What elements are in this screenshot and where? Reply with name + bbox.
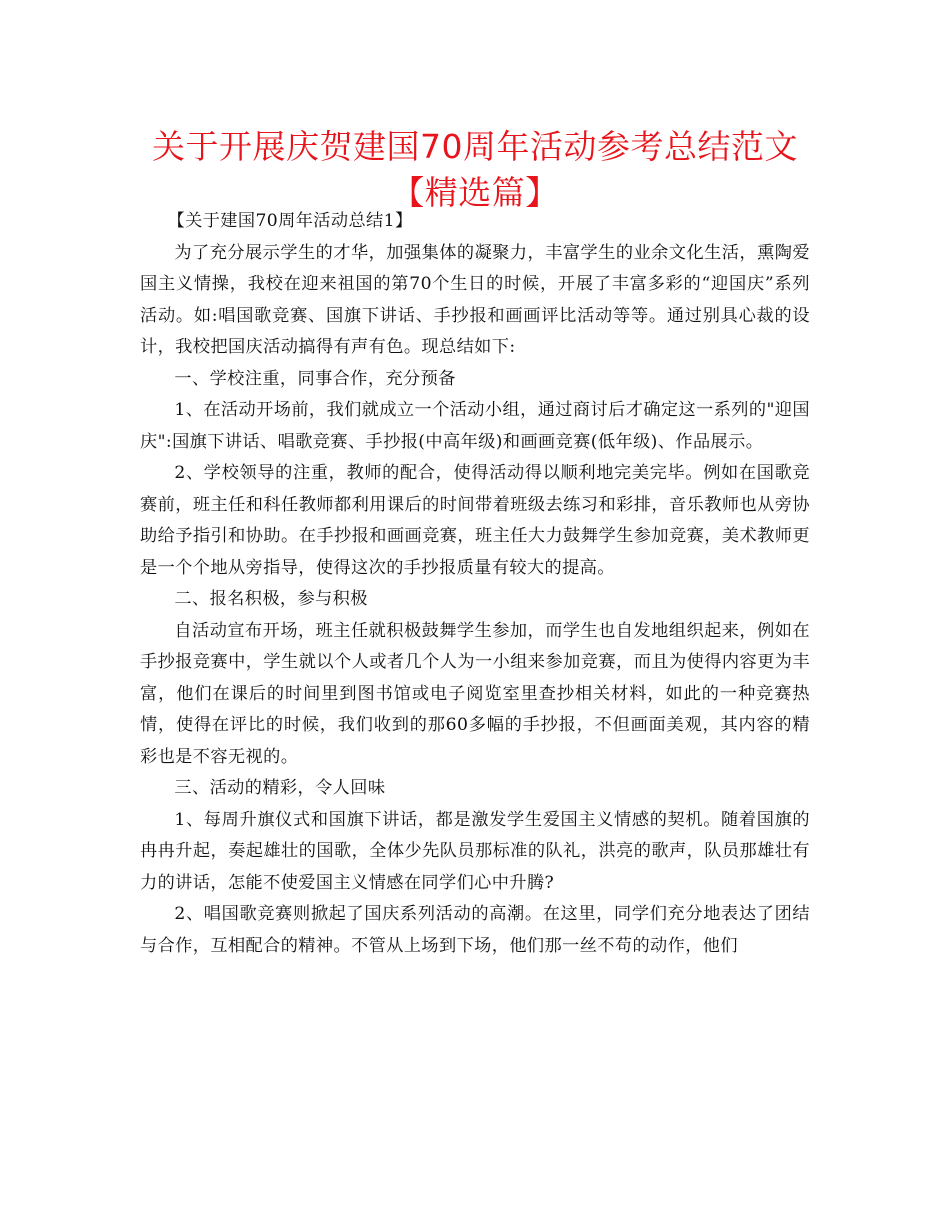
paragraph-3-1: 1、每周升旗仪式和国旗下讲话，都是激发学生爱国主义情感的契机。随着国旗的冉冉升起，奏起雄壮的国歌，全体少先队员那标准的队礼，洪亮的歌声，队员那雄壮有力的讲话，怎能不使爱国主义情感在同学们心中升腾? [140,809,810,893]
paragraph-1-1: 1、在活动开场前，我们就成立一个活动小组，通过商讨后才确定这一系列的"迎国庆":国旗下讲话、唱歌竞赛、手抄报(中高年级)和画画竞赛(低年级)、作品展示。 [140,400,810,452]
document-title-line1: 关于开展庆贺建国70周年活动参考总结范文 [152,127,798,166]
document-body [140,206,810,962]
heading-three: 三、活动的精彩，令人回味 [174,778,386,798]
paragraph-1-2: 2、学校领导的注重，教师的配合，使得活动得以顺利地完美完毕。例如在国歌竞赛前，班主任和科任教师都利用课后的时间带着班级去练习和彩排，音乐教师也从旁协助给予指引和协助。在手抄报和画画竞赛，班主任大力鼓舞学生参加竞赛，美术教师更是一个个地从旁指导，使得这次的手抄报质量有较大的提高。 [140,463,810,578]
paragraph-2: 自活动宣布开场，班主任就积极鼓舞学生参加，而学生也自发地组织起来，例如在手抄报竞赛中，学生就以个人或者几个人为一小组来参加竞赛，而且为使得内容更为丰富，他们在课后的时间里到图书馆或电子阅览室里查抄相关材料，如此的一种竞赛热情，使得在评比的时候，我们收到的那60多幅的手抄报，不但画面美观，其内容的精彩也是不容无视的。 [140,620,810,767]
document-title-line2: 【精选篇】 [391,173,559,212]
heading-two: 二、报名积极，参与积极 [174,589,368,609]
paragraph-intro: 为了充分展示学生的才华，加强集体的凝聚力，丰富学生的业余文化生活，熏陶爱国主义情操，我校在迎来祖国的第70个生日的时候，开展了丰富多彩的“迎国庆”系列活动。如:唱国歌竞赛、国旗下讲话、手抄报和画画评比活动等等。通过别具心裁的设计，我校把国庆活动搞得有声有色。现总结如下: [140,242,810,357]
paragraph-3-2: 2、唱国歌竞赛则掀起了国庆系列活动的高潮。在这里，同学们充分地表达了团结与合作，互相配合的精神。不管从上场到下场，他们那一丝不苟的动作，他们 [140,904,810,956]
section-label: 【关于建国70周年活动总结1】 [167,211,413,231]
heading-one: 一、学校注重，同事合作，充分预备 [174,368,456,389]
